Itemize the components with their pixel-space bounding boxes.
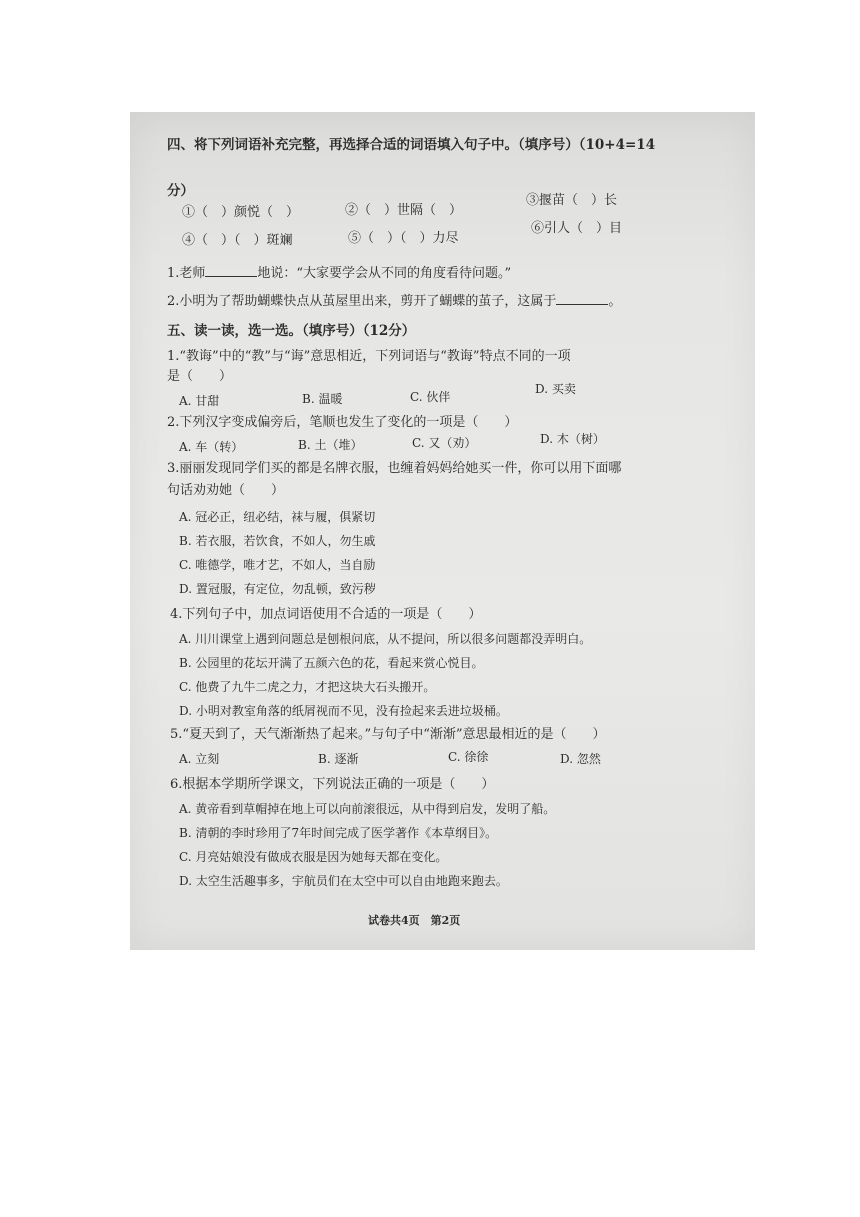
s5-q6-option-c: C. 月亮姑娘没有做成衣服是因为她每天都在变化。 (179, 850, 448, 864)
s5-q6-option-b: B. 清朝的李时珍用了7年时间完成了医学著作《本草纲目》。 (179, 826, 498, 840)
s5-q4-option-b: B. 公园里的花坛开满了五颜六色的花，看起来赏心悦目。 (179, 656, 484, 670)
s5-q2-option-d: D. 木（树） (540, 432, 605, 446)
q1-suffix: 地说：“大家要学会从不同的角度看待问题。” (257, 266, 512, 281)
s5-q2-line: 2.下列汉字变成偏旁后，笔顺也发生了变化的一项是（ ） (167, 415, 518, 430)
exam-page (130, 112, 755, 950)
fill-question-2 (167, 292, 621, 311)
s5-q5-option-d: D. 忽然 (560, 752, 601, 766)
word-item-1: ①（ ）颜悦（ ） (182, 205, 300, 220)
q2-suffix: 。 (608, 294, 622, 309)
answer-blank-2[interactable] (556, 292, 608, 305)
section5-title: 五、读一读，选一选。（填序号）（12分） (167, 323, 416, 339)
q2-prefix: 2.小明为了帮助蝴蝶快点从茧屋里出来，剪开了蝴蝶的茧子，这属于 (167, 294, 557, 309)
s5-q3-option-d: D. 置冠服，有定位，勿乱顿，致污秽 (179, 582, 376, 596)
s5-q5-option-c: C. 徐徐 (448, 750, 489, 764)
section4-title-cont: 分） (167, 183, 194, 199)
s5-q1-option-c: C. 伙伴 (410, 390, 451, 404)
s5-q4-option-a: A. 川川课堂上遇到问题总是刨根问底，从不提问，所以很多问题都没弄明白。 (179, 632, 592, 646)
s5-q1-line1: 1.“教诲”中的“教”与“诲”意思相近，下列词语与“教诲”特点不同的一项 (167, 349, 571, 364)
s5-q4-line: 4.下列句子中，加点词语使用不合适的一项是（ ） (170, 607, 482, 622)
s5-q6-option-a: A. 黄帝看到草帽掉在地上可以向前滚很远，从中得到启发，发明了船。 (179, 802, 556, 816)
s5-q5-option-b: B. 逐渐 (318, 752, 359, 766)
s5-q4-option-d: D. 小明对教室角落的纸屑视而不见，没有捡起来丢进垃圾桶。 (179, 704, 508, 718)
word-item-4: ④（ ）（ ）斑斓 (182, 233, 293, 248)
page-footer: 试卷共4页 第2页 (368, 914, 461, 927)
s5-q4-option-c: C. 他费了九牛二虎之力，才把这块大石头搬开。 (179, 680, 436, 694)
s5-q5-line: 5.“夏天到了，天气渐渐热了起来。”与句子中“渐渐”意思最相近的是（ ） (170, 727, 606, 742)
s5-q3-option-b: B. 若衣服，若饮食，不如人，勿生戚 (179, 534, 376, 548)
word-item-6: ⑥引人（ ）目 (531, 221, 623, 236)
s5-q3-option-a: A. 冠必正，纽必结，袜与履，俱紧切 (179, 510, 376, 524)
s5-q1-option-d: D. 买卖 (535, 382, 576, 396)
s5-q2-option-b: B. 土（堆） (298, 438, 363, 452)
s5-q2-option-c: C. 又（劝） (412, 436, 477, 450)
fill-question-1 (167, 264, 511, 283)
s5-q3-line1: 3.丽丽发现同学们买的都是名牌衣服，也缠着妈妈给她买一件，你可以用下面哪 (167, 461, 622, 476)
s5-q2-option-a: A. 车（转） (179, 440, 244, 454)
s5-q6-option-d: D. 太空生活趣事多，宇航员们在太空中可以自由地跑来跑去。 (179, 874, 508, 888)
section4-title: 四、将下列词语补充完整，再选择合适的词语填入句子中。（填序号）（10+4=14 (167, 137, 656, 153)
s5-q1-option-a: A. 甘甜 (179, 394, 220, 408)
answer-blank-1[interactable] (205, 264, 257, 277)
word-item-5: ⑤（ ）（ ）力尽 (348, 231, 459, 246)
word-item-2: ②（ ）世隔（ ） (345, 203, 463, 218)
scanned-exam-photo (130, 112, 755, 950)
s5-q1-line2: 是（ ） (167, 369, 233, 384)
q1-prefix: 1.老师 (167, 266, 206, 281)
s5-q3-option-c: C. 唯德学，唯才艺，不如人，当自励 (179, 558, 376, 572)
s5-q6-line: 6.根据本学期所学课文，下列说法正确的一项是（ ） (170, 777, 495, 792)
s5-q5-option-a: A. 立刻 (179, 752, 220, 766)
word-item-3: ③揠苗（ ）长 (526, 193, 618, 208)
s5-q1-option-b: B. 温暖 (302, 392, 343, 406)
s5-q3-line2: 句话劝劝她（ ） (167, 483, 285, 498)
